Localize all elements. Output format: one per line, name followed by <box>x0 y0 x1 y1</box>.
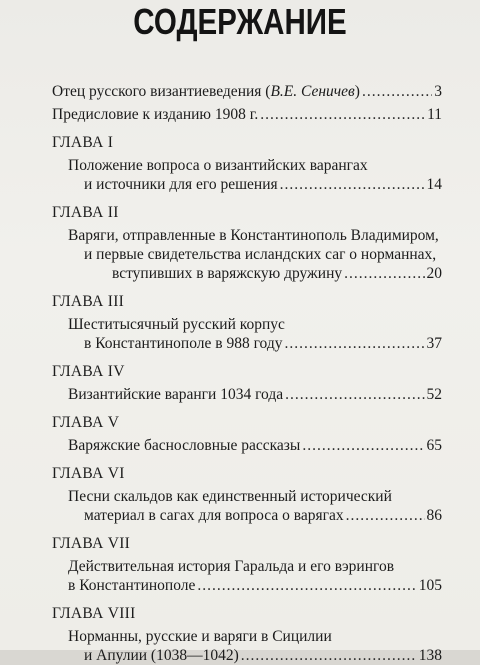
chapter-title-line: материал в сагах для вопроса о варягах <box>84 507 344 524</box>
table-of-contents <box>52 82 442 665</box>
toc-page-number: 138 <box>418 647 442 664</box>
chapter-heading: ГЛАВА VIII <box>52 605 136 622</box>
toc-chapter-5 <box>52 413 442 455</box>
dot-leader <box>197 576 416 595</box>
chapter-title-line: и источники для его решения <box>84 176 278 193</box>
chapter-title-line: Песни скальдов как единственный исторический <box>68 488 392 505</box>
chapter-title-line: в Константинополе <box>68 577 196 594</box>
toc-entry-foreword-author <box>52 82 442 101</box>
chapter-heading: ГЛАВА IV <box>52 363 125 380</box>
toc-chapter-2 <box>52 203 442 283</box>
toc-entry-text: Отец русского византиеведения ( <box>52 83 271 100</box>
chapter-title-line: Действительная история Гаральда и его вэрингов <box>68 558 395 575</box>
toc-page-number: 37 <box>426 335 442 352</box>
toc-page-number: 11 <box>427 106 442 123</box>
toc-entry-text: Предисловие к изданию 1908 г. <box>52 106 259 123</box>
chapter-title-line: Норманны, русские и варяги в Сицилии <box>68 628 332 645</box>
toc-chapter-1 <box>52 133 442 194</box>
toc-page-number: 86 <box>426 507 442 524</box>
chapter-heading: ГЛАВА V <box>52 414 120 431</box>
dot-leader <box>285 334 425 353</box>
chapter-title-line: Шеститысячный русский корпус <box>68 316 285 333</box>
toc-chapter-8 <box>52 604 442 665</box>
chapter-heading: ГЛАВА I <box>52 134 114 151</box>
toc-chapter-3 <box>52 292 442 353</box>
toc-chapter-7 <box>52 534 442 595</box>
dot-leader <box>241 646 417 665</box>
dot-leader <box>344 264 424 283</box>
chapter-heading: ГЛАВА VII <box>52 535 131 552</box>
chapter-heading: ГЛАВА III <box>52 293 125 310</box>
dot-leader <box>285 385 424 404</box>
toc-chapter-6 <box>52 464 442 525</box>
dot-leader <box>260 105 425 124</box>
page-title: СОДЕРЖАНИЕ <box>133 1 347 42</box>
chapter-title-line: в Константинополе в 988 году <box>84 335 283 352</box>
toc-page-number: 14 <box>426 176 442 193</box>
chapter-title-line: и первые свидетельства исландских саг о норманнах, <box>84 246 437 263</box>
chapter-title-line: вступивших в варяжскую дружину <box>112 265 343 282</box>
toc-page-number: 20 <box>426 265 442 282</box>
toc-page-number: 105 <box>418 577 442 594</box>
dot-leader <box>346 506 425 525</box>
toc-entry-preface <box>52 105 442 124</box>
dot-leader <box>280 175 425 194</box>
dot-leader <box>362 82 432 101</box>
chapter-heading: ГЛАВА VI <box>52 465 125 482</box>
toc-entry-author: В.Е. Сеничев <box>270 83 355 100</box>
chapter-title-line: и Апулии (1038—1042) <box>84 647 239 664</box>
toc-page-number: 3 <box>434 83 442 100</box>
chapter-title-line: Византийские варанги 1034 года <box>68 386 284 403</box>
toc-page-number: 52 <box>426 386 442 403</box>
toc-page-number: 65 <box>426 437 442 454</box>
chapter-heading: ГЛАВА II <box>52 204 119 221</box>
chapter-title-line: Положение вопроса о византийских варангах <box>68 157 368 174</box>
chapter-title-line: Варяжские баснословные рассказы <box>68 437 301 454</box>
toc-entry-text-tail: ) <box>354 83 360 100</box>
chapter-title-line: Варяги, отправленные в Константинополь Владимиром, <box>68 227 439 244</box>
dot-leader <box>302 436 424 455</box>
toc-chapter-4 <box>52 362 442 404</box>
